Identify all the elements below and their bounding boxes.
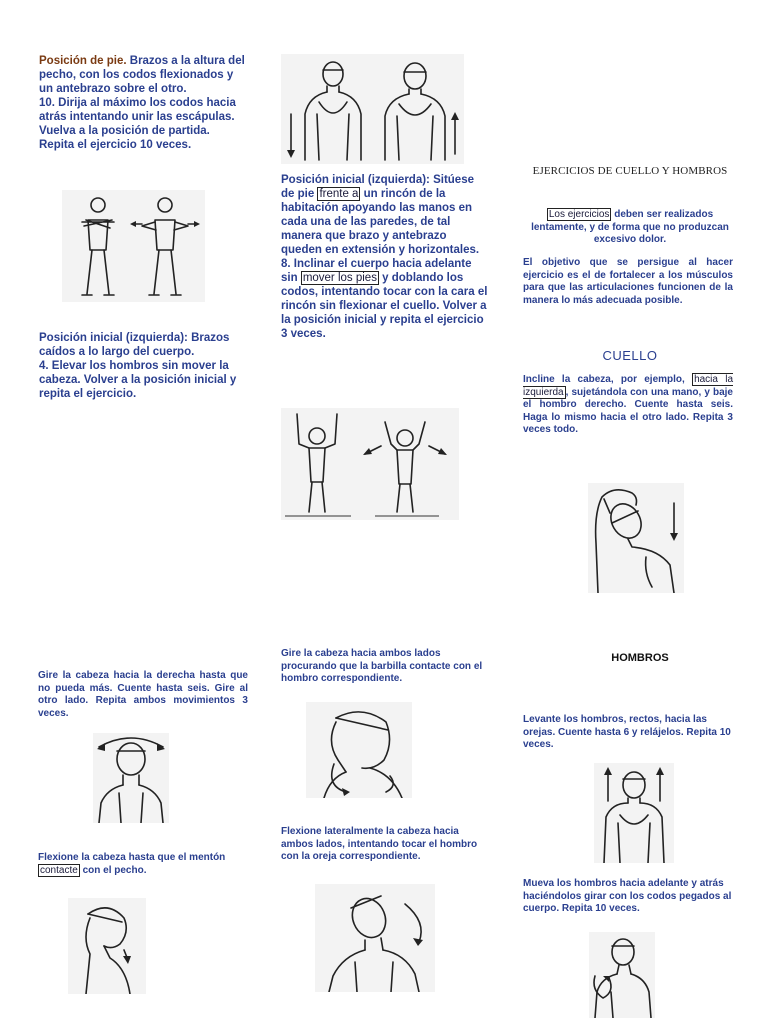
figure-lateral-flex bbox=[315, 884, 435, 992]
text-block-shoulder-raise: Posición inicial (izquierda): Brazos caídos a lo largo del cuerpo. 4. Elevar los hombros sin mover la cabeza. Volver a la posición inicial y repita el ejercicio. bbox=[39, 332, 237, 400]
text-block-corner-stretch: Posición inicial (izquierda): Sitúese de pie frente a un rincón de la habitación apoyando las manos en cada una de las paredes, de tal manera que brazo y antebrazo queden en extensión y horizontales. 8. Inclinar el cuerpo hacia adelante sin mover los pies y doblando los codos, intentando tocar con la cara el rincón sin flexionar el cuello. Volver a la posición inicial y repita el ejercicio 3 veces. bbox=[281, 174, 488, 340]
text-block-head-turn: Gire la cabeza hacia la derecha hasta que no pueda más. Cuente hasta seis. Gire al otro lado. Repita ambos movimientos 3 veces. bbox=[38, 670, 248, 719]
lead-posicion-de-pie: Posición de pie. bbox=[39, 55, 127, 67]
text-block-elbows-back: Posición de pie. Brazos a la altura del pecho, con los codos flexionados y un antebrazo sobre el otro. 10. Dirija al máximo los codos hacia atrás intentando unir las escápulas. Vuelva a la posición de partida. Repita el ejercicio 10 veces. bbox=[39, 55, 245, 151]
text-block-objective: El objetivo que se persigue al hacer ejercicio es el de fortalecer a los músculos para que las articulaciones funcionen de la manera lo más adecuada posible. bbox=[523, 257, 733, 306]
page-title: EJERCICIOS DE CUELLO Y HOMBROS bbox=[532, 165, 728, 177]
text-block-cuello: Incline la cabeza, por ejemplo, hacia la izquierda , sujetándola con una mano, y baje el hombro derecho. Cuente hasta seis. Haga lo mismo hacia el otro lado. Repita 3 veces todo. bbox=[523, 374, 733, 435]
highlight-contacte: contacte bbox=[40, 864, 78, 876]
text-block-intro: Los ejercicios deben ser realizados lentamente, y de forma que no produzcan excesivo dolor. bbox=[531, 209, 729, 245]
figure-neck-tilt bbox=[588, 483, 684, 593]
text-block-chin-chest: Flexione la cabeza hasta que el mentón contacte con el pecho. bbox=[38, 852, 226, 876]
section-heading-cuello: CUELLO bbox=[602, 348, 658, 363]
figure-corner-stretch-top bbox=[281, 54, 464, 164]
figure-shoulder-raise bbox=[594, 763, 674, 863]
highlight-los-ejercicios: Los ejercicios bbox=[548, 209, 610, 220]
text-block-chin-shoulder: Gire la cabeza hacia ambos lados procurando que la barbilla contacte con el hombro correspondiente. bbox=[281, 648, 483, 684]
section-heading-hombros: HOMBROS bbox=[611, 652, 669, 664]
highlight-hacia-la-izquierda: hacia la izquierda bbox=[523, 374, 733, 398]
figure-corner-stretch-bottom bbox=[281, 408, 459, 520]
figure-head-turn bbox=[93, 733, 169, 823]
text-block-hombros-rotate: Mueva los hombros hacia adelante y atrás haciéndolos girar con los codos pegados al cuerpo. Repita 10 veces. bbox=[523, 878, 732, 914]
figure-elbows-back bbox=[62, 190, 205, 302]
figure-chin-shoulder bbox=[306, 702, 412, 798]
figure-chin-chest bbox=[68, 898, 146, 994]
text-block-hombros-raise: Levante los hombros, rectos, hacia las orejas. Cuente hasta 6 y relájelos. Repita 10 veces. bbox=[523, 714, 731, 750]
highlight-mover-los-pies: mover los pies bbox=[302, 272, 377, 284]
highlight-frente-a: frente a bbox=[319, 188, 359, 200]
text-block-lateral-flex: Flexione lateralmente la cabeza hacia ambos lados, intentando tocar el hombro con la oreja correspondiente. bbox=[281, 826, 478, 862]
figure-shoulder-rotate bbox=[589, 932, 655, 1018]
